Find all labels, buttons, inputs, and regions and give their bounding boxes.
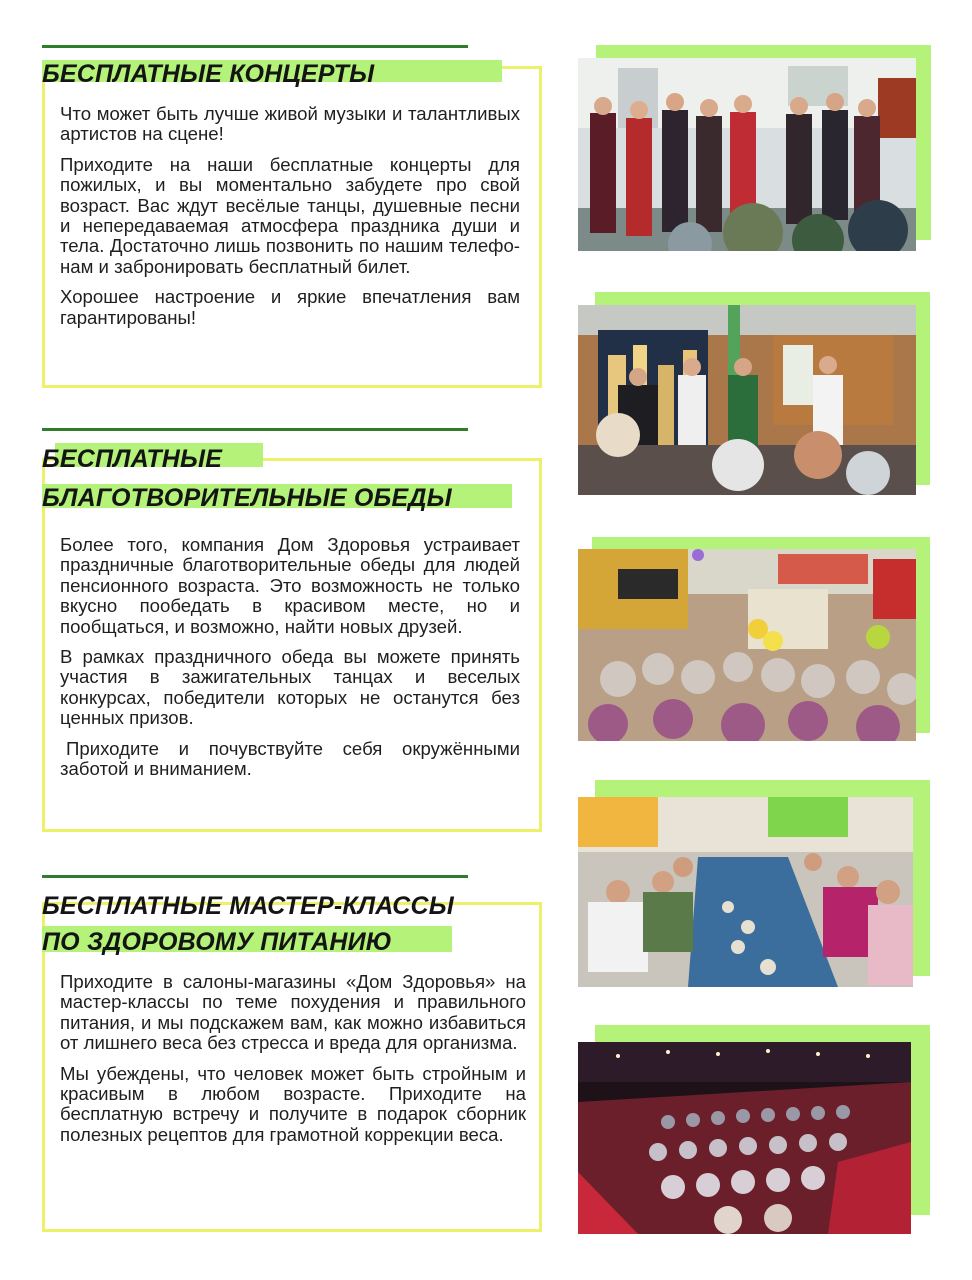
section-rule — [42, 875, 468, 878]
folk-performers-photo — [578, 305, 916, 495]
paragraph: Приходите на наши бесплатные концерты для пожилых, и вы моментально забудете про свой возраст. Вас ждут весёлые танцы, душевные песни и непередаваемая атмосфера праздника души и тела. Достаточно лишь позвонить по нашим телефонам и забронировать бесплатный билет. — [60, 153, 520, 277]
paragraph: Хорошее настроение и яркие впечатления вам гарантированы! — [60, 286, 520, 328]
cinema-audience-photo — [578, 1042, 911, 1234]
festive-hall-photo — [578, 549, 916, 741]
section-title-line: БЛАГОТВОРИТЕЛЬНЫЕ ОБЕДЫ — [42, 484, 452, 512]
section-title-line: БЕСПЛАТНЫЕ — [42, 445, 223, 473]
section-body — [60, 104, 520, 338]
paragraph: Более того, компания Дом Здоровья устраивает праздничные благотворительные обеды для людей пенсионного возраста. Это возможность не только вкусно пообедать в красивом месте, но и пообщаться, и возможно, найти новых друзей. — [60, 534, 520, 637]
section-body — [60, 535, 520, 789]
section-rule — [42, 45, 468, 48]
banquet-table-photo — [578, 797, 913, 987]
paragraph: Что может быть лучше живой музыки и талантливых артистов на сцене! — [60, 103, 520, 145]
choir-concert-photo — [578, 58, 916, 251]
section-title: БЕСПЛАТНЫЕ КОНЦЕРТЫ — [42, 60, 375, 88]
section-body — [60, 972, 526, 1155]
section-title-line: БЕСПЛАТНЫЕ МАСТЕР-КЛАССЫ — [42, 892, 455, 920]
paragraph: Приходите в салоны-магазины «Дом Здоровья» на мастер-классы по теме похудения и правильного питания, и мы подскажем вам, как можно избавиться от лишнего веса без стресса и вреда для организма. — [60, 971, 526, 1054]
paragraph: В рамках праздничного обеда вы можете принять участия в зажигательных танцах и веселых конкурсах, победители которых не останутся без ценных призов. — [60, 646, 520, 729]
section-title-line: ПО ЗДОРОВОМУ ПИТАНИЮ — [42, 928, 393, 956]
section-rule — [42, 428, 468, 431]
paragraph: Мы убеждены, что человек может быть стройным и красивым в любом возрасте. Приходите на бесплатную встречу и получите в подарок сборник полезных рецептов для грамотной коррекции веса. — [60, 1062, 526, 1145]
paragraph: Приходите и почувствуйте себя окружёнными заботой и вниманием. — [60, 737, 520, 780]
